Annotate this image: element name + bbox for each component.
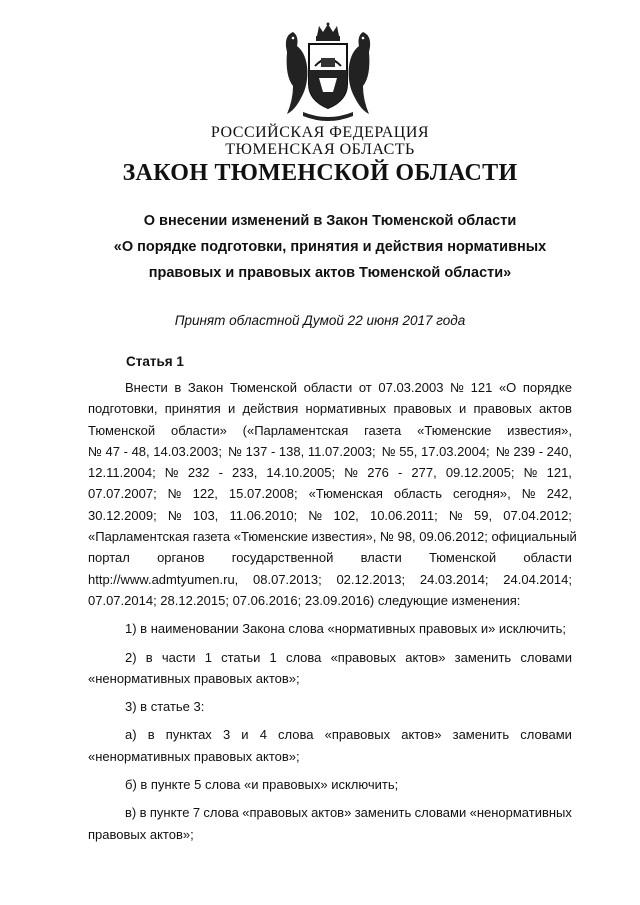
word: актов bbox=[538, 401, 572, 417]
law-title-line: О внесении изменений в Закон Тюменской области bbox=[143, 213, 517, 229]
word: - bbox=[218, 465, 223, 481]
word: 232 bbox=[187, 465, 210, 481]
word: 122, bbox=[192, 486, 218, 502]
word: слова bbox=[278, 727, 314, 743]
paragraph bbox=[88, 618, 572, 639]
text-line bbox=[88, 802, 572, 823]
word: 121 bbox=[470, 380, 493, 395]
word: 7 bbox=[192, 805, 201, 821]
word: «Тюменская bbox=[308, 486, 383, 502]
word: 15.07.2008; bbox=[228, 486, 298, 502]
word: нормативных bbox=[305, 401, 387, 417]
word: № bbox=[448, 507, 463, 523]
word: правовых bbox=[393, 401, 452, 417]
text-line bbox=[88, 441, 572, 462]
word: и bbox=[228, 401, 236, 417]
word: 3) в статье 3: bbox=[125, 699, 205, 715]
word: актов» bbox=[311, 805, 352, 821]
word: статьи bbox=[221, 649, 261, 665]
text-line bbox=[88, 547, 572, 568]
word: 24.04.2014; bbox=[503, 571, 572, 587]
paragraph bbox=[88, 774, 572, 795]
word: 242, bbox=[546, 486, 572, 502]
word: - bbox=[398, 465, 403, 481]
word: № bbox=[344, 465, 359, 481]
word: власти bbox=[360, 550, 402, 566]
paragraph bbox=[88, 696, 572, 717]
word: область bbox=[393, 486, 442, 502]
word: части bbox=[161, 649, 196, 665]
text-line bbox=[88, 590, 572, 611]
text-line bbox=[88, 774, 572, 795]
word: «Тюменские bbox=[417, 422, 492, 438]
paragraph bbox=[88, 802, 572, 845]
word: 276 bbox=[367, 465, 389, 481]
word: Внести bbox=[125, 380, 168, 395]
word: портал bbox=[88, 550, 130, 566]
word: http://www.admtyumen.ru, bbox=[88, 571, 239, 587]
word: № 47 - 48, 14.03.2003; bbox=[88, 443, 222, 459]
word: Тюменской bbox=[229, 380, 298, 395]
word: «правовых bbox=[324, 727, 391, 743]
word: в bbox=[174, 380, 182, 395]
word: «ненормативных bbox=[469, 805, 572, 821]
word: № 137 - 138, 11.07.2003; bbox=[228, 443, 376, 459]
word: № bbox=[308, 507, 323, 523]
word: 24.03.2014; bbox=[419, 571, 489, 587]
word: 07.07.2007; bbox=[88, 486, 157, 502]
word: «Парламентская газета «Тюменские известия», № 98, 09.06.2012; официальный bbox=[88, 529, 577, 545]
word: в bbox=[147, 727, 155, 743]
text-line bbox=[88, 505, 572, 526]
word: правовых актов»; bbox=[88, 826, 194, 842]
word: словами bbox=[520, 727, 572, 743]
word: 103, bbox=[192, 507, 219, 523]
word: № bbox=[167, 507, 182, 523]
text-line bbox=[88, 462, 572, 483]
text-line bbox=[88, 724, 572, 745]
paragraph bbox=[88, 647, 572, 690]
word: словами bbox=[520, 649, 572, 665]
text-line bbox=[88, 696, 572, 717]
word: порядке bbox=[522, 380, 572, 395]
word: «ненормативных правовых актов»; bbox=[88, 748, 300, 764]
word: № 55, 17.03.2004; bbox=[381, 443, 490, 459]
word: 11.06.2010; bbox=[229, 507, 298, 523]
word: подготовки, bbox=[88, 401, 158, 417]
word: 102, bbox=[333, 507, 359, 523]
word: 233, bbox=[232, 465, 258, 481]
word: заменить bbox=[454, 649, 512, 665]
text-line bbox=[88, 647, 572, 668]
word: в bbox=[145, 649, 153, 665]
word: Закон bbox=[187, 380, 224, 395]
text-line bbox=[88, 746, 572, 767]
word: 277, bbox=[411, 465, 437, 481]
word: б) в пункте 5 слова «и правовых» исключить; bbox=[125, 777, 399, 793]
word: 59, bbox=[473, 507, 493, 523]
word: в bbox=[139, 805, 147, 821]
text-line bbox=[88, 483, 572, 504]
word: 14.10.2005; bbox=[266, 465, 336, 481]
word: Тюменской bbox=[428, 550, 497, 566]
word: области» bbox=[170, 422, 227, 438]
word: 07.04.2012; bbox=[503, 507, 572, 523]
word: газета bbox=[364, 422, 402, 438]
word: государственной bbox=[231, 550, 334, 566]
word: актов» bbox=[401, 727, 442, 743]
word: № bbox=[167, 486, 182, 502]
word: «О bbox=[498, 380, 517, 395]
word: а) bbox=[125, 727, 137, 743]
text-line bbox=[88, 824, 572, 845]
word: № 239 - 240, bbox=[495, 443, 572, 459]
word: 1 bbox=[269, 649, 277, 665]
word: 07.03.2003 bbox=[378, 380, 444, 395]
law-title bbox=[60, 208, 600, 286]
word: («Парламентская bbox=[242, 422, 349, 438]
law-heading: ЗАКОН ТЮМЕНСКОЙ ОБЛАСТИ bbox=[122, 160, 518, 186]
word: 08.07.2013; bbox=[253, 571, 322, 587]
word: и bbox=[241, 727, 249, 743]
word: 1 bbox=[204, 649, 212, 665]
paragraph bbox=[88, 377, 577, 611]
text-line bbox=[88, 398, 572, 419]
word: заменить bbox=[354, 805, 412, 821]
word: от bbox=[358, 380, 372, 395]
text-line bbox=[88, 668, 572, 689]
word: 3 bbox=[222, 727, 231, 743]
word: словами bbox=[414, 805, 467, 821]
word: 30.12.2009; bbox=[88, 507, 157, 523]
word: слова bbox=[203, 805, 239, 821]
paragraph bbox=[88, 724, 572, 767]
word: слова bbox=[285, 649, 322, 665]
word: правовых bbox=[473, 401, 532, 417]
word: «правовых bbox=[242, 805, 308, 821]
word: 12.11.2004; bbox=[88, 465, 156, 481]
text-line bbox=[88, 377, 572, 398]
word: принятия bbox=[164, 401, 221, 417]
word: 07.07.2014; 28.12.2015; 07.06.2016; 23.09.2016) следующие изменения: bbox=[88, 592, 521, 608]
word: области bbox=[303, 380, 353, 395]
word: № bbox=[523, 465, 538, 481]
text-line bbox=[88, 526, 577, 547]
federation-heading: РОССИЙСКАЯ ФЕДЕРАЦИЯ bbox=[210, 124, 430, 141]
word: и bbox=[458, 401, 467, 417]
word: «правовых bbox=[330, 649, 397, 665]
word: 09.12.2005; bbox=[445, 465, 515, 481]
region-heading: ТЮМЕНСКАЯ ОБЛАСТЬ bbox=[225, 141, 415, 158]
word: области bbox=[523, 550, 572, 566]
word: пункте bbox=[149, 805, 190, 821]
word: актов» bbox=[405, 649, 446, 665]
text-line bbox=[88, 569, 572, 590]
article-heading: Статья 1 bbox=[126, 354, 184, 369]
word: 4 bbox=[259, 727, 267, 743]
article-body bbox=[88, 377, 577, 852]
word: № bbox=[164, 465, 179, 481]
word: Тюменской bbox=[88, 422, 156, 438]
coat-of-arms-icon bbox=[279, 22, 377, 122]
word: пунктах bbox=[165, 727, 212, 743]
word: действия bbox=[242, 401, 299, 417]
word: известия», bbox=[507, 422, 572, 438]
text-line bbox=[88, 420, 572, 441]
word: сегодня», bbox=[452, 486, 511, 502]
word: органов bbox=[157, 550, 205, 566]
word: 2) bbox=[125, 649, 137, 665]
text-line bbox=[88, 618, 572, 639]
word: в) bbox=[125, 805, 137, 821]
word: 02.12.2013; bbox=[336, 571, 406, 587]
word: заменить bbox=[452, 727, 510, 743]
word: 121, bbox=[546, 465, 572, 481]
word: «ненормативных правовых актов»; bbox=[88, 670, 300, 686]
law-title-line: «О порядке подготовки, принятия и действия нормативных bbox=[113, 239, 547, 255]
word: № bbox=[450, 380, 465, 395]
word: № bbox=[521, 486, 536, 502]
word: 10.06.2011; bbox=[369, 507, 438, 523]
adoption-note: Принят областной Думой 22 июня 2017 года bbox=[174, 313, 466, 328]
law-title-line: правовых и правовых актов Тюменской области» bbox=[148, 265, 512, 281]
word: 1) в наименовании Закона слова «нормативных правовых и» исключить; bbox=[125, 621, 566, 637]
